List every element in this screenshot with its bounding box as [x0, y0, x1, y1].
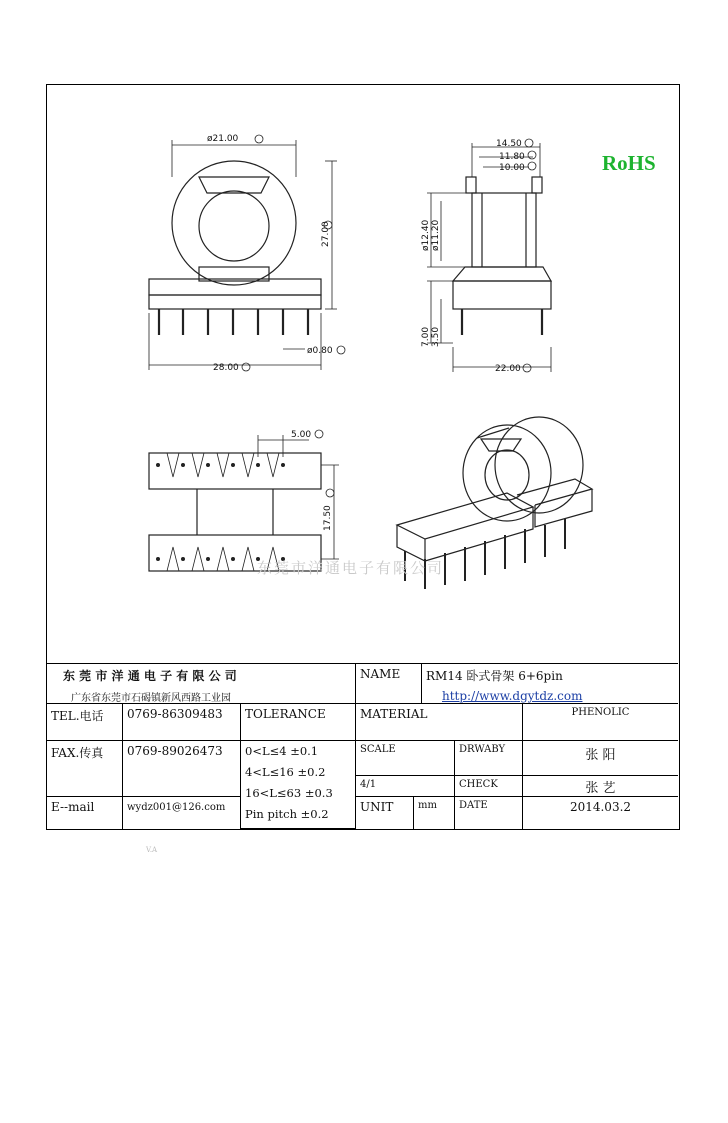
tolerance-line-4: Pin pitch ±0.2 — [245, 807, 329, 821]
company-url-link[interactable]: http://www.dgytdz.com — [442, 689, 583, 703]
material-value-cell — [523, 704, 678, 741]
date-label-cell — [455, 797, 523, 829]
dim-side-top3: 10.00 — [499, 163, 525, 173]
drawby-label: DRWABY — [459, 744, 506, 755]
dim-side-top2: 11.80 — [499, 152, 525, 162]
tolerance-label-cell — [241, 704, 356, 741]
technical-drawing-area — [47, 85, 678, 663]
name-label: NAME — [360, 667, 401, 681]
email-value-cell — [123, 797, 241, 829]
front-view — [149, 140, 337, 370]
check-label-cell — [455, 776, 523, 797]
scale-value: 4/1 — [360, 779, 377, 790]
scan-mark: V.A — [146, 846, 158, 854]
drawing-sheet — [46, 84, 680, 830]
unit-value: mm — [418, 800, 437, 811]
material-label-cell — [356, 704, 523, 741]
tel-label: TEL.电话 — [51, 709, 104, 723]
check-value: 张 艺 — [585, 781, 616, 796]
name-value-cell — [422, 663, 678, 704]
tolerance-line-3: 16<L≤63 ±0.3 — [245, 786, 333, 800]
email-label-cell — [47, 797, 123, 829]
fax-label: FAX.传真 — [51, 746, 104, 760]
tolerance-line-2: 4<L≤16 ±0.2 — [245, 765, 326, 779]
email-value: wydz001@126.com — [127, 802, 226, 813]
unit-value-cell — [414, 797, 455, 829]
bottom-view — [149, 435, 339, 571]
date-label: DATE — [459, 800, 488, 811]
scale-value-cell — [356, 776, 455, 797]
email-label: E--mail — [51, 800, 95, 814]
company-name: 东 莞 市 洋 通 电 子 有 限 公 司 — [63, 669, 237, 683]
material-value: PHENOLIC — [571, 707, 630, 718]
scale-label-cell — [356, 741, 455, 776]
company-cell — [47, 663, 356, 704]
tel-value-cell — [123, 704, 241, 741]
dim-side-d2: ø11.20 — [431, 219, 441, 251]
rohs-badge: RoHS — [602, 151, 656, 175]
dim-front-width: ø21.00 — [207, 134, 239, 144]
dim-side-h2: 3.50 — [431, 326, 441, 347]
dim-bottom-row: 17.50 — [323, 505, 333, 531]
drawby-value-cell — [523, 741, 678, 776]
side-view — [427, 143, 551, 372]
date-value-cell — [523, 797, 678, 829]
drawby-label-cell — [455, 741, 523, 776]
material-label: MATERIAL — [360, 707, 428, 721]
name-label-cell — [356, 663, 422, 704]
check-label: CHECK — [459, 779, 498, 790]
tolerance-label: TOLERANCE — [245, 707, 326, 721]
fax-value-cell — [123, 741, 241, 797]
dim-side-h1: 7.00 — [421, 326, 431, 347]
company-address: 广东省东莞市石碣镇新风西路工业园 — [71, 693, 231, 704]
dim-side-base: 22.00 — [495, 364, 521, 374]
tel-value: 0769-86309483 — [127, 707, 223, 721]
unit-label-cell — [356, 797, 414, 829]
dim-side-d1: ø12.40 — [421, 219, 431, 251]
check-value-cell — [523, 776, 678, 797]
dim-side-top1: 14.50 — [496, 139, 522, 149]
dim-pin-dia: ø0.80 — [307, 346, 333, 356]
date-value: 2014.03.2 — [569, 800, 632, 814]
tolerance-values-cell — [241, 741, 356, 829]
dim-base-width: 28.00 — [213, 363, 239, 373]
unit-label: UNIT — [360, 800, 394, 814]
tel-label-cell — [47, 704, 123, 741]
company-watermark: 东莞市洋通电子有限公司 — [257, 559, 445, 577]
tolerance-line-1: 0<L≤4 ±0.1 — [245, 744, 319, 758]
dim-front-height: 27.00 — [321, 221, 331, 247]
part-name: RM14 卧式骨架 6+6pin — [426, 669, 563, 683]
drawby-value: 张 阳 — [585, 748, 616, 763]
dim-bottom-pitch: 5.00 — [291, 430, 312, 440]
fax-value: 0769-89026473 — [127, 744, 223, 758]
scale-label: SCALE — [360, 744, 396, 755]
title-block — [47, 663, 678, 829]
fax-label-cell — [47, 741, 123, 797]
